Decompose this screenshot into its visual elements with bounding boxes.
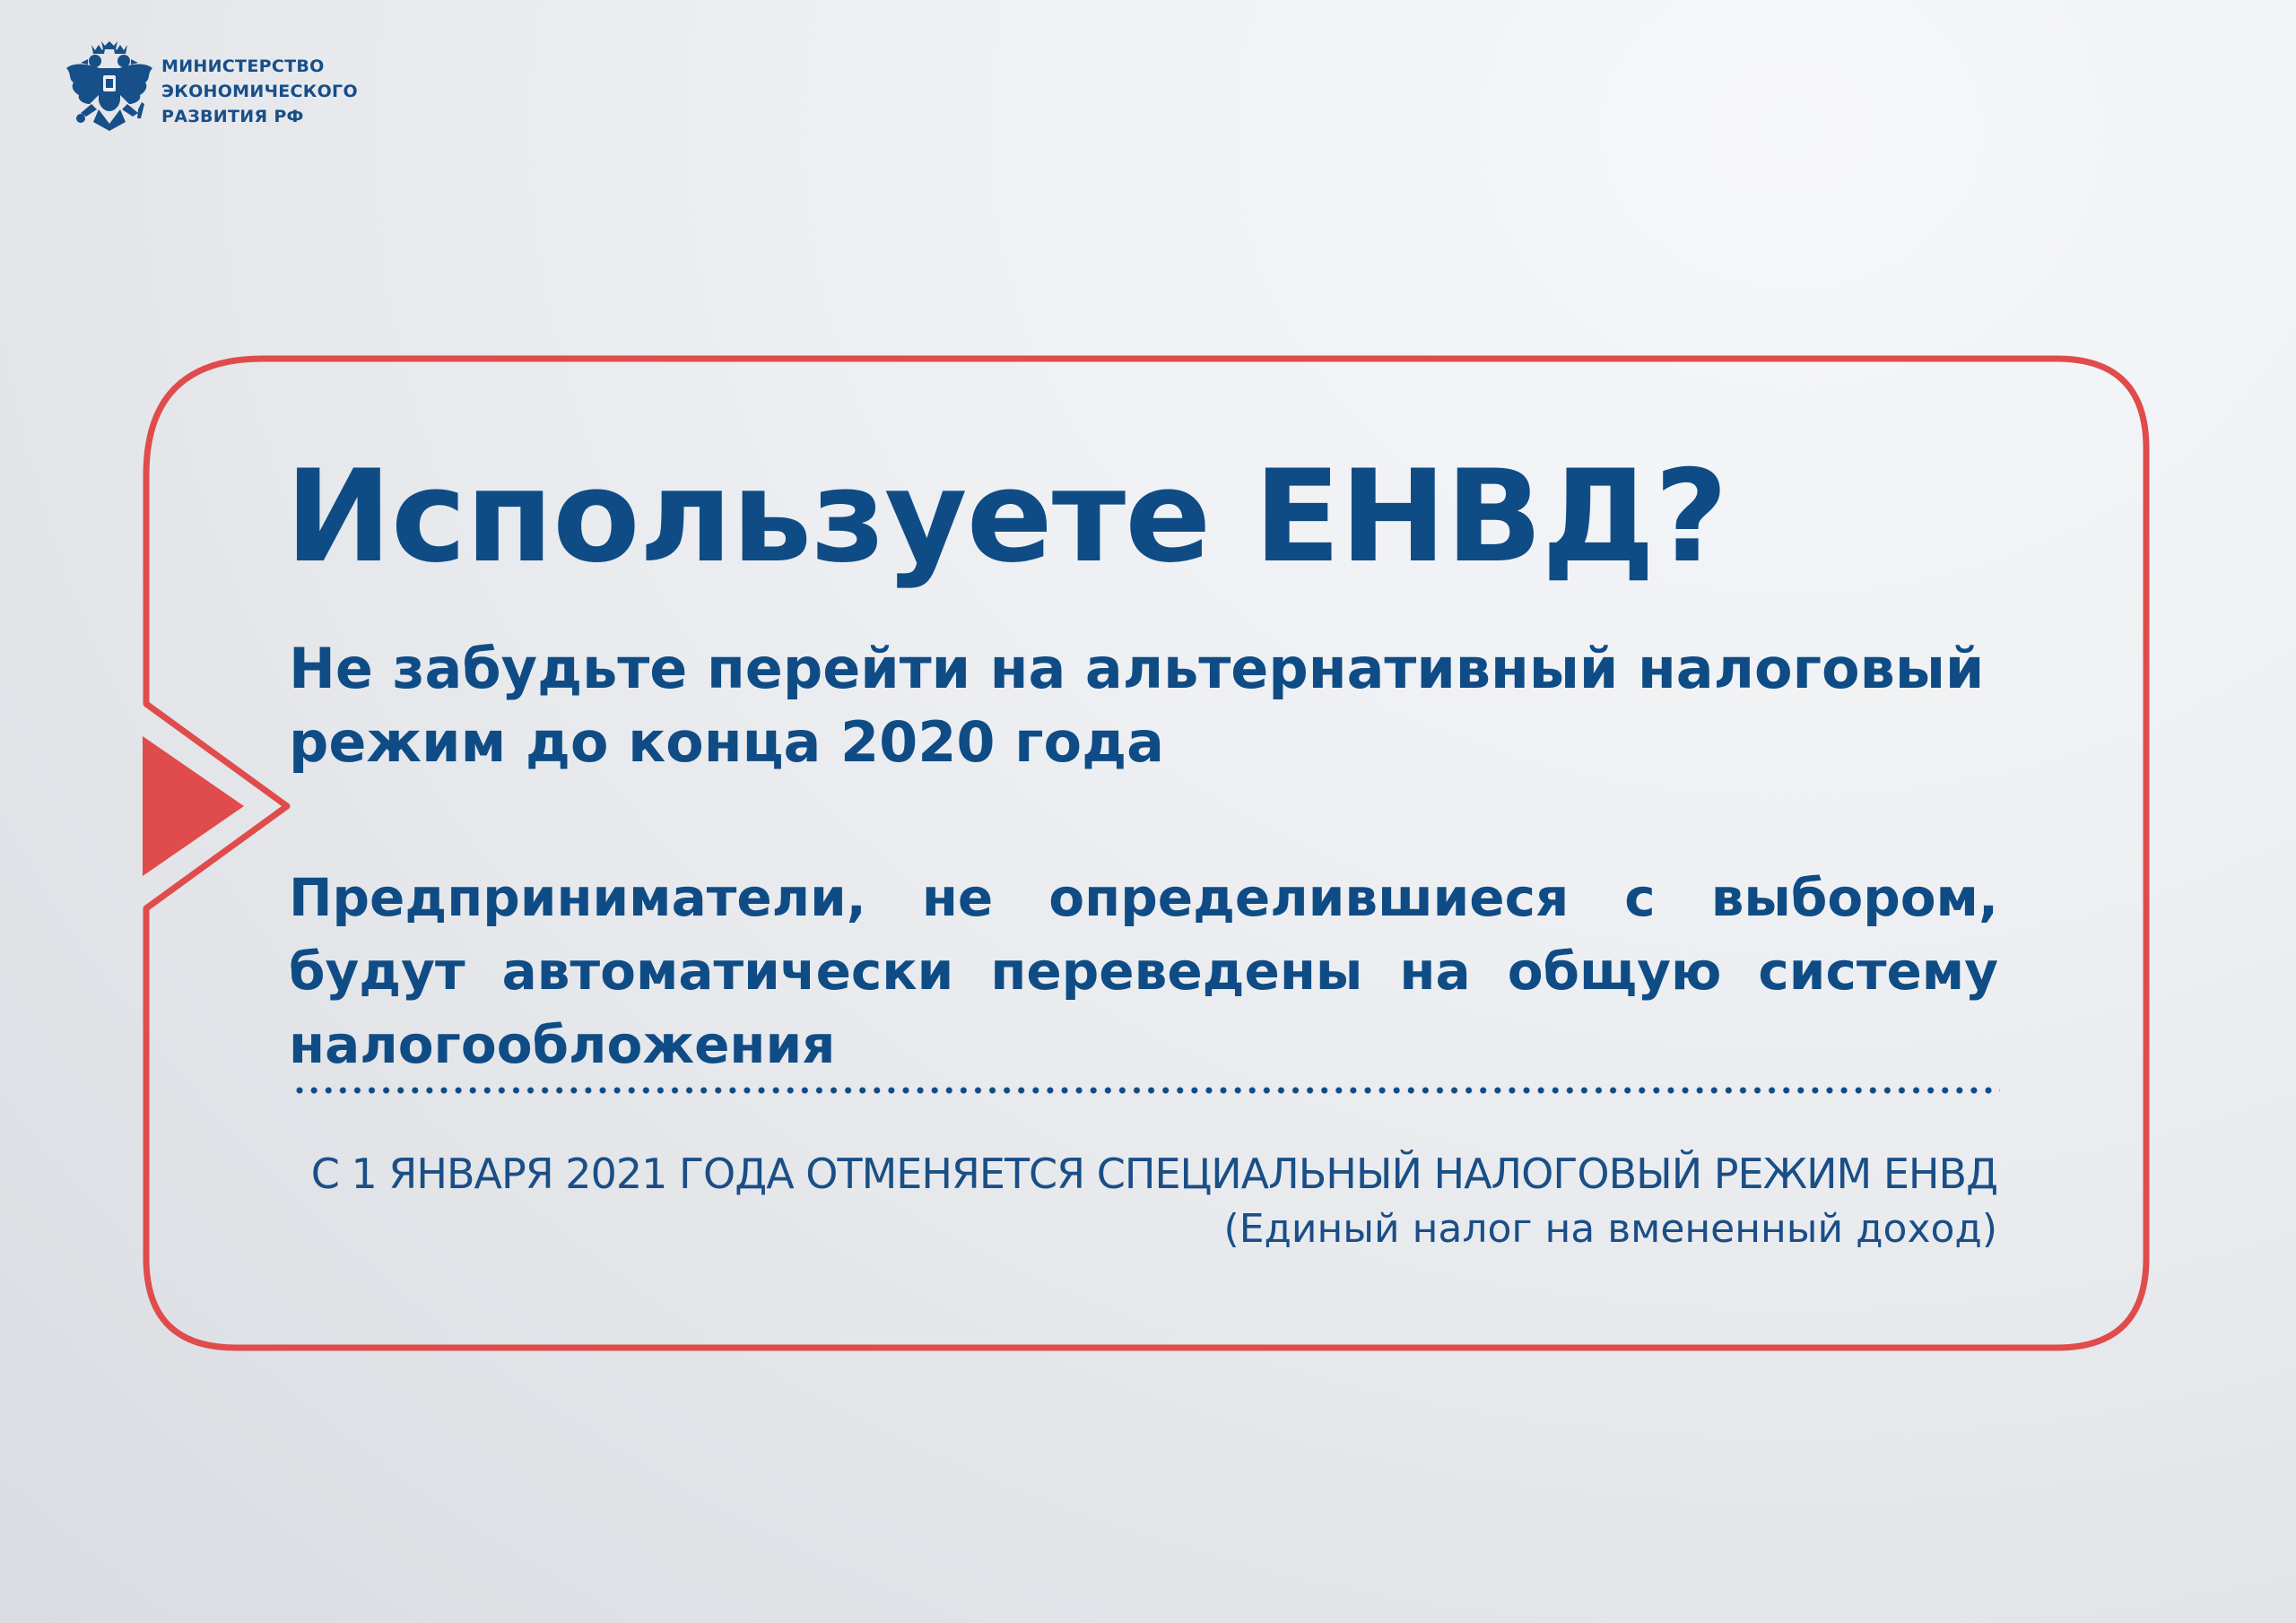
footnote	[311, 1146, 1997, 1257]
ministry-logo	[65, 41, 358, 142]
body-text: Предприниматели, не определившиеся с выбором, будут автоматически переведены на общую систему налогообложения	[289, 867, 1998, 1075]
dotted-divider	[292, 1085, 2000, 1096]
footnote-line-2: (Единый налог на вмененный доход)	[1223, 1206, 1997, 1252]
headline: Используете ЕНВД?	[285, 443, 1727, 591]
ministry-name-line-2: ЭКОНОМИЧЕСКОГО	[161, 82, 358, 101]
double-headed-eagle-emblem-icon	[65, 41, 154, 142]
subhead: Не забудьте перейти на альтернативный налоговый режим до конца 2020 года	[289, 636, 1985, 775]
ministry-name	[161, 54, 358, 129]
footnote-line-1: С 1 ЯНВАРЯ 2021 ГОДА ОТМЕНЯЕТСЯ СПЕЦИАЛЬНЫЙ НАЛОГОВЫЙ РЕЖИМ ЕНВД	[310, 1150, 1997, 1198]
red-triangle-pointer-icon	[143, 736, 244, 876]
ministry-name-line-3: РАЗВИТИЯ РФ	[161, 107, 304, 126]
ministry-name-line-1: МИНИСТЕРСТВО	[161, 56, 325, 76]
